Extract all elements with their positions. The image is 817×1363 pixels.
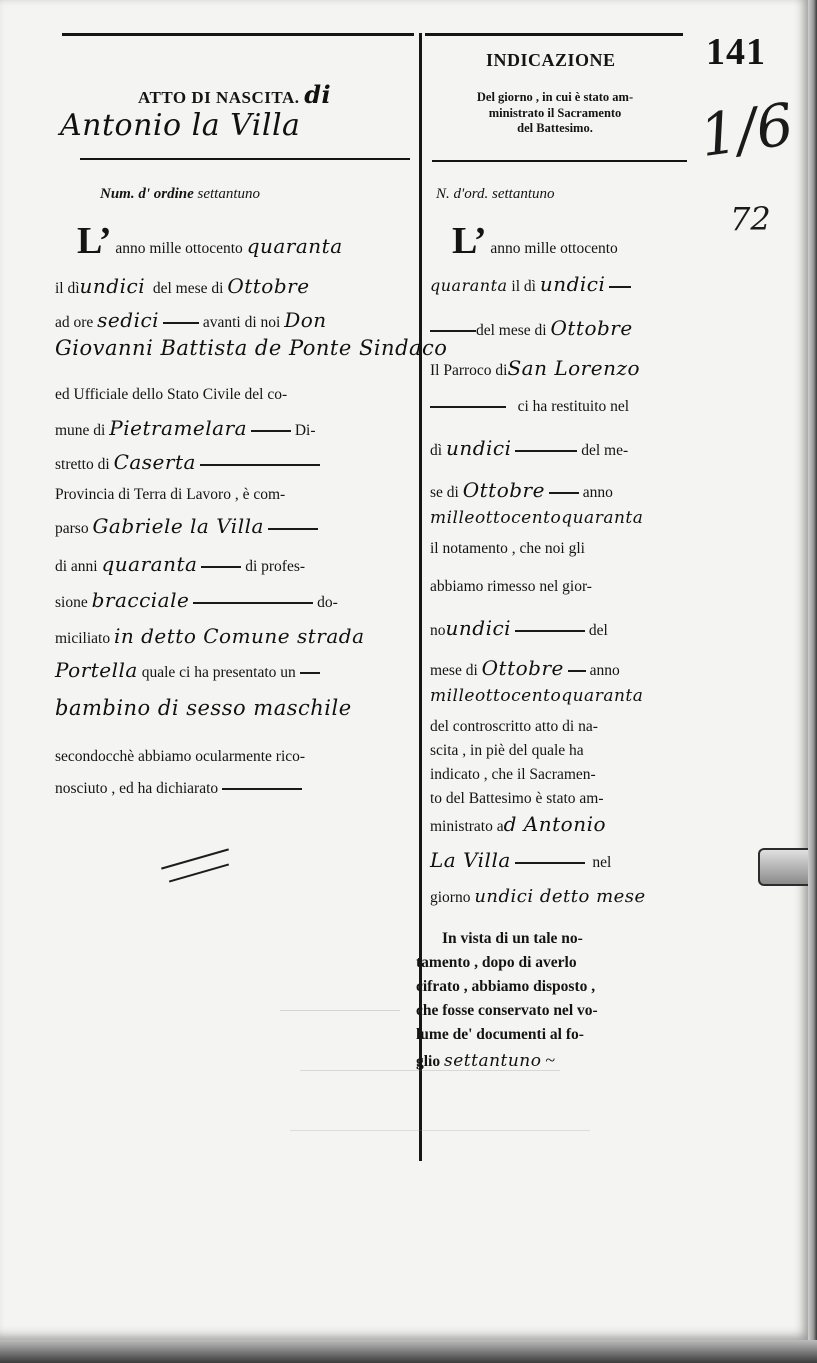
top-rule-left	[62, 33, 414, 36]
right-line-16: indicato , che il Sacramen-	[430, 766, 596, 783]
left-line-8: Provincia di Terra di Lavoro , è com-	[55, 486, 286, 503]
left-line-6: mune di Pietramelara Di-	[55, 416, 316, 440]
drop-cap-l: L’	[77, 220, 112, 262]
right-line-19: La Villa nel	[430, 848, 612, 872]
page-number: 141	[706, 31, 766, 73]
right-line-22: tamento , dopo di averlo	[416, 954, 577, 971]
margin-note-fraction: 1/6	[695, 89, 798, 171]
right-line-14: del controscritto atto di na-	[430, 718, 598, 735]
right-line-6: dì undici del me-	[430, 436, 629, 460]
left-body	[55, 220, 448, 822]
right-line-8: milleottocentoquaranta	[430, 508, 644, 528]
left-title-hand: di	[304, 80, 332, 109]
closing-stroke-2	[169, 863, 229, 882]
right-line-7: se di Ottobre anno	[430, 478, 613, 502]
right-line-13: milleottocentoquaranta	[430, 686, 644, 706]
left-line-10: di anni quaranta di profes-	[55, 552, 306, 576]
right-line-26: glio settantuno ~	[416, 1050, 556, 1071]
left-line-12: miciliato in detto Comune strada	[55, 624, 365, 648]
left-line-5: ed Ufficiale dello Stato Civile del co-	[55, 386, 288, 403]
right-header-rule	[432, 160, 687, 162]
right-line-15: scita , in piè del quale ha	[430, 742, 584, 759]
right-subtitle: Del giorno , in cui è stato am- ministrato il Sacramento del Battesimo.	[476, 90, 634, 136]
drop-cap-r: L’	[452, 220, 487, 262]
left-line-14: bambino di sesso maschile	[55, 696, 352, 720]
show-through-bottom	[280, 1010, 680, 1210]
margin-note-number: 72	[730, 200, 771, 238]
left-title: ATTO DI NASCITA. di	[138, 80, 332, 109]
left-line-9: parso Gabriele la Villa	[55, 514, 410, 538]
right-line-18: ministrato ad Antonio	[430, 812, 607, 836]
right-line-3: del mese di Ottobre	[430, 316, 692, 340]
left-line-2: il dìundici del mese di Ottobre	[55, 274, 310, 298]
page-bottom-edge	[0, 1340, 817, 1363]
right-line-5: ci ha restituito nel	[430, 398, 692, 416]
right-title: INDICAZIONE	[486, 50, 616, 70]
right-line-21: In vista di un tale no-	[442, 930, 583, 947]
right-line-23: cifrato , abbiamo disposto ,	[416, 978, 596, 995]
left-line-15: secondocchè abbiamo ocularmente rico-	[55, 748, 306, 765]
right-line-24: che fosse conservato nel vo-	[416, 1002, 598, 1019]
left-line-11: sione bracciale do-	[55, 588, 338, 612]
right-line-4: Il Parroco diSan Lorenzo	[430, 356, 641, 380]
right-line-1: L’ anno mille ottocento	[452, 220, 618, 262]
top-rule-right	[425, 33, 683, 36]
left-header-rule	[80, 158, 410, 160]
left-line-1: L’ anno mille ottocento quaranta	[77, 220, 343, 262]
right-line-2: quaranta il dì undici	[430, 272, 692, 296]
left-line-16: nosciuto , ed ha dichiarato	[55, 780, 410, 798]
left-num-line: Num. d' ordine settantuno	[100, 186, 261, 202]
right-line-12: mese di Ottobre anno	[430, 656, 620, 680]
left-line-13: Portella quale ci ha presentato un	[55, 658, 410, 682]
right-line-20: giorno undici detto mese	[430, 886, 646, 907]
left-line-7: stretto di Caserta	[55, 450, 410, 474]
left-name: Antonio la Villa	[60, 108, 301, 143]
right-line-25: lume de' documenti al fo-	[416, 1026, 584, 1043]
left-line-4: Giovanni Battista de Ponte Sindaco	[55, 336, 448, 360]
right-line-10: abbiamo rimesso nel gior-	[430, 578, 592, 595]
left-line-3: ad ore sedici avanti di noi Don	[55, 308, 327, 332]
right-line-17: to del Battesimo è stato am-	[430, 790, 604, 807]
right-line-9: il notamento , che noi gli	[430, 540, 585, 557]
right-num-line: N. d'ord. settantuno	[436, 186, 555, 202]
page-edge	[808, 0, 817, 1363]
right-line-11: noundici del	[430, 616, 608, 640]
